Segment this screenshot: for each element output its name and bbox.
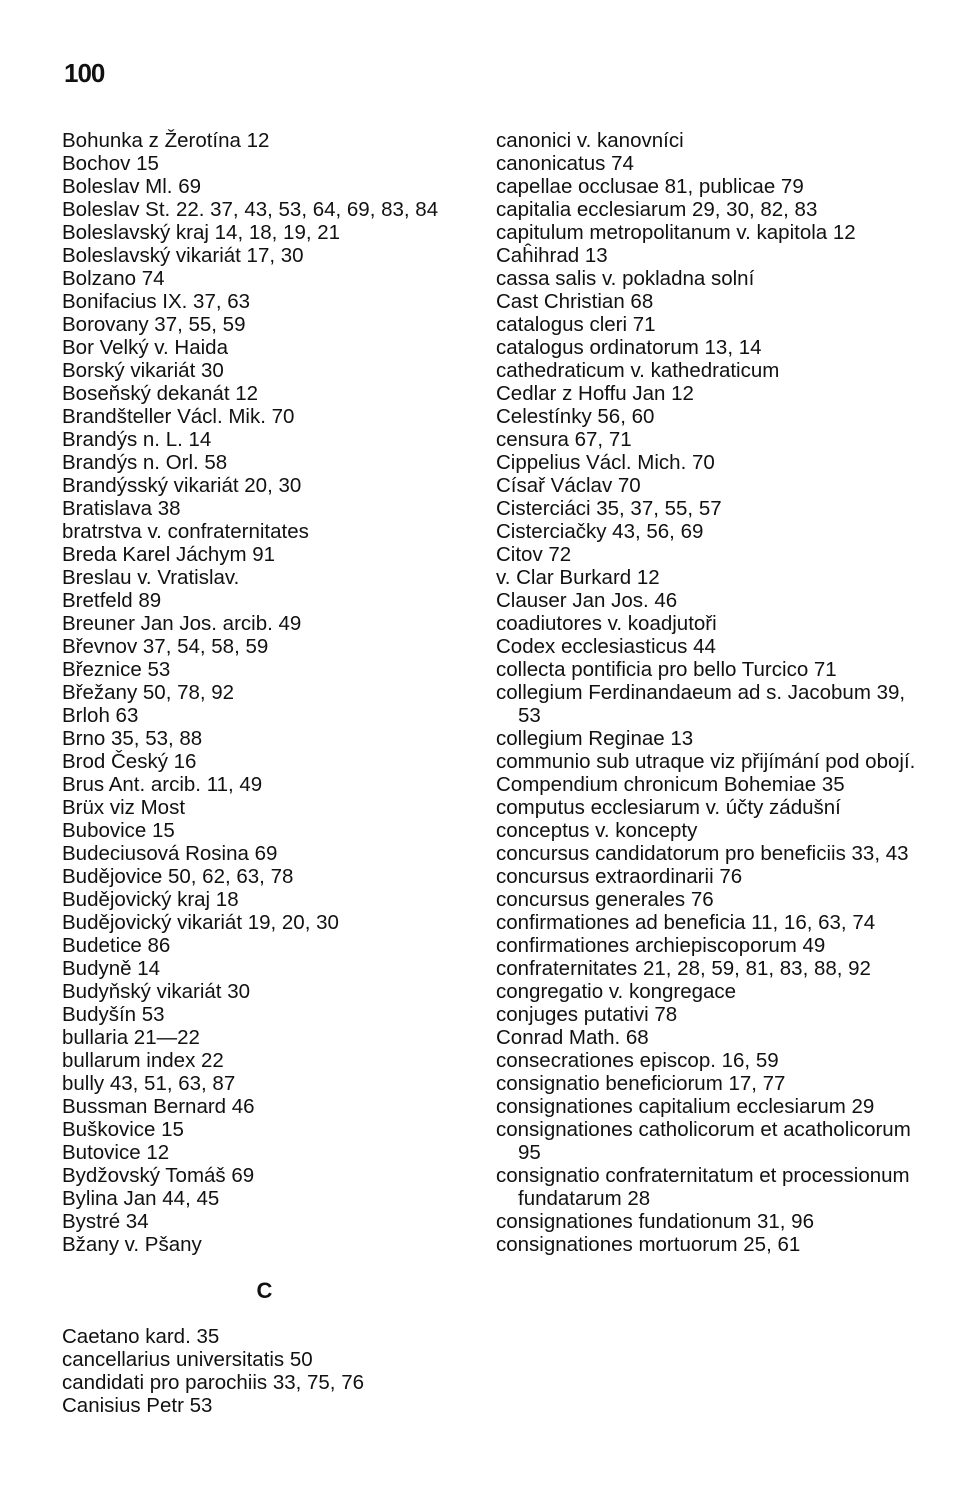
index-entry: Bretfeld 89 <box>62 589 162 612</box>
index-entry: Bubovice 15 <box>62 819 175 842</box>
index-entries-c-right <box>496 129 916 1256</box>
index-entry: v. Clar Burkard 12 <box>496 566 660 589</box>
index-entry: Bylina Jan 44, 45 <box>62 1187 220 1210</box>
index-entry: congregatio v. kongregace <box>496 980 737 1003</box>
index-entry: Bolzano 74 <box>62 267 165 290</box>
index-entry: Budeciusová Rosina 69 <box>62 842 278 865</box>
index-entry: communio sub utraque viz přijímání pod obojí. <box>496 750 916 773</box>
index-entry: collegium Reginae 13 <box>496 727 694 750</box>
index-entry: consignationes fundationum 31, 96 <box>496 1210 814 1233</box>
index-entry: consecrationes episcop. 16, 59 <box>496 1049 779 1072</box>
index-entry: collegium Ferdinandaeum ad s. Jacobum 39, 53 <box>496 681 906 727</box>
index-entry: bullarum index 22 <box>62 1049 224 1072</box>
index-entry: Bratislava 38 <box>62 497 181 520</box>
index-entry: capitulum metropolitanum v. kapitola 12 <box>496 221 856 244</box>
index-entry: consignationes capitalium ecclesiarum 29 <box>496 1095 875 1118</box>
index-entry: cathedraticum v. kathedraticum <box>496 359 780 382</box>
index-entry: Brandýs n. L. 14 <box>62 428 212 451</box>
index-entry: Boleslavský kraj 14, 18, 19, 21 <box>62 221 341 244</box>
index-entry: Celestínky 56, 60 <box>496 405 655 428</box>
index-entry: Canisius Petr 53 <box>62 1394 213 1417</box>
index-entry: Cisterciáci 35, 37, 55, 57 <box>496 497 722 520</box>
index-entry: Caĥihrad 13 <box>496 244 608 267</box>
index-entry: Butovice 12 <box>62 1141 170 1164</box>
index-entry: bullaria 21—22 <box>62 1026 200 1049</box>
index-entry: Budyně 14 <box>62 957 161 980</box>
index-entry: concursus generales 76 <box>496 888 714 911</box>
index-entry: Bžany v. Pšany <box>62 1233 202 1256</box>
index-entry: Boleslav Ml. 69 <box>62 175 202 198</box>
index-entry: consignatio confraternitatum et processionum fundatarum 28 <box>496 1164 910 1210</box>
index-entry: Budyňský vikariát 30 <box>62 980 251 1003</box>
index-entry: Clauser Jan Jos. 46 <box>496 589 678 612</box>
index-entry: collecta pontificia pro bello Turcico 71 <box>496 658 837 681</box>
index-entry: confirmationes archiepiscoporum 49 <box>496 934 826 957</box>
index-entry: Budyšín 53 <box>62 1003 165 1026</box>
index-entry: Budějovický kraj 18 <box>62 888 239 911</box>
index-entry: Bydžovský Tomáš 69 <box>62 1164 255 1187</box>
index-entry: Bochov 15 <box>62 152 159 175</box>
index-entry: Conrad Math. 68 <box>496 1026 649 1049</box>
index-entry: Bohunka z Žerotína 12 <box>62 129 270 152</box>
index-entry: Cast Christian 68 <box>496 290 654 313</box>
index-entry: Budějovice 50, 62, 63, 78 <box>62 865 294 888</box>
index-entry: cancellarius universitatis 50 <box>62 1348 313 1371</box>
index-entry: bratrstva v. confraternitates <box>62 520 309 543</box>
index-entry: Breuner Jan Jos. arcib. 49 <box>62 612 302 635</box>
index-entry: Bussman Bernard 46 <box>62 1095 255 1118</box>
index-entry: Cedlar z Hoffu Jan 12 <box>496 382 694 405</box>
index-entry: Císař Václav 70 <box>496 474 641 497</box>
index-entry: coadiutores v. koadjutoři <box>496 612 717 635</box>
index-entry: Budetice 86 <box>62 934 171 957</box>
index-entries-c-left <box>62 1325 467 1417</box>
index-entry: Breda Karel Jáchym 91 <box>62 543 276 566</box>
index-entry: catalogus cleri 71 <box>496 313 656 336</box>
index-entry: Brus Ant. arcib. 11, 49 <box>62 773 263 796</box>
index-entry: conjuges putativi 78 <box>496 1003 678 1026</box>
index-entry: Citov 72 <box>496 543 572 566</box>
index-entry: capitalia ecclesiarum 29, 30, 82, 83 <box>496 198 818 221</box>
index-entry: computus ecclesiarum v. účty zádušní <box>496 796 841 819</box>
index-column-left <box>62 129 467 1417</box>
index-entry: Brandšteller Václ. Mik. 70 <box>62 405 295 428</box>
index-entry: canonicatus 74 <box>496 152 634 175</box>
index-entry: canonici v. kanovníci <box>496 129 684 152</box>
index-entry: Cisterciačky 43, 56, 69 <box>496 520 704 543</box>
index-entry: Březnice 53 <box>62 658 171 681</box>
index-entry: censura 67, 71 <box>496 428 632 451</box>
index-entry: bully 43, 51, 63, 87 <box>62 1072 236 1095</box>
index-entry: confraternitates 21, 28, 59, 81, 83, 88, 92 <box>496 957 871 980</box>
index-entry: catalogus ordinatorum 13, 14 <box>496 336 762 359</box>
index-entry: conceptus v. koncepty <box>496 819 698 842</box>
index-entry: consignatio beneficiorum 17, 77 <box>496 1072 786 1095</box>
page-number: 100 <box>64 58 105 88</box>
index-entry: candidati pro parochiis 33, 75, 76 <box>62 1371 365 1394</box>
index-entry: Břežany 50, 78, 92 <box>62 681 235 704</box>
index-entry: Brüx viz Most <box>62 796 186 819</box>
index-entry: Boleslav St. 22. 37, 43, 53, 64, 69, 83, 84 <box>62 198 439 221</box>
index-entry: concursus extraordinarii 76 <box>496 865 743 888</box>
index-entry: Brandýsský vikariát 20, 30 <box>62 474 302 497</box>
index-entry: Borský vikariát 30 <box>62 359 224 382</box>
index-entry: capellae occlusae 81, publicae 79 <box>496 175 804 198</box>
index-entry: Boleslavský vikariát 17, 30 <box>62 244 304 267</box>
index-entry: Brandýs n. Orl. 58 <box>62 451 228 474</box>
index-entry: Bonifacius IX. 37, 63 <box>62 290 251 313</box>
index-entry: Bystré 34 <box>62 1210 149 1233</box>
index-entry: Boseňský dekanát 12 <box>62 382 259 405</box>
index-entry: Borovany 37, 55, 59 <box>62 313 246 336</box>
section-letter-c: C <box>256 1278 273 1303</box>
index-entry: Budějovický vikariát 19, 20, 30 <box>62 911 339 934</box>
index-entry: Bor Velký v. Haida <box>62 336 228 359</box>
index-column-right <box>496 129 916 1256</box>
index-entry: Brod Český 16 <box>62 750 197 773</box>
index-entries-b <box>62 129 467 1256</box>
index-entry: Břevnov 37, 54, 58, 59 <box>62 635 269 658</box>
index-entry: consignationes mortuorum 25, 61 <box>496 1233 801 1256</box>
index-entry: Cippelius Václ. Mich. 70 <box>496 451 715 474</box>
index-entry: Compendium chronicum Bohemiae 35 <box>496 773 845 796</box>
index-entry: Codex ecclesiasticus 44 <box>496 635 716 658</box>
index-entry: consignationes catholicorum et acatholicorum 95 <box>496 1118 911 1164</box>
index-entry: cassa salis v. pokladna solní <box>496 267 755 290</box>
index-entry: confirmationes ad beneficia 11, 16, 63, 74 <box>496 911 876 934</box>
index-entry: Brno 35, 53, 88 <box>62 727 203 750</box>
index-entry: Caetano kard. 35 <box>62 1325 220 1348</box>
index-entry: Breslau v. Vratislav. <box>62 566 240 589</box>
index-entry: concursus candidatorum pro beneficiis 33, 43 <box>496 842 909 865</box>
index-entry: Brloh 63 <box>62 704 139 727</box>
index-entry: Buškovice 15 <box>62 1118 184 1141</box>
